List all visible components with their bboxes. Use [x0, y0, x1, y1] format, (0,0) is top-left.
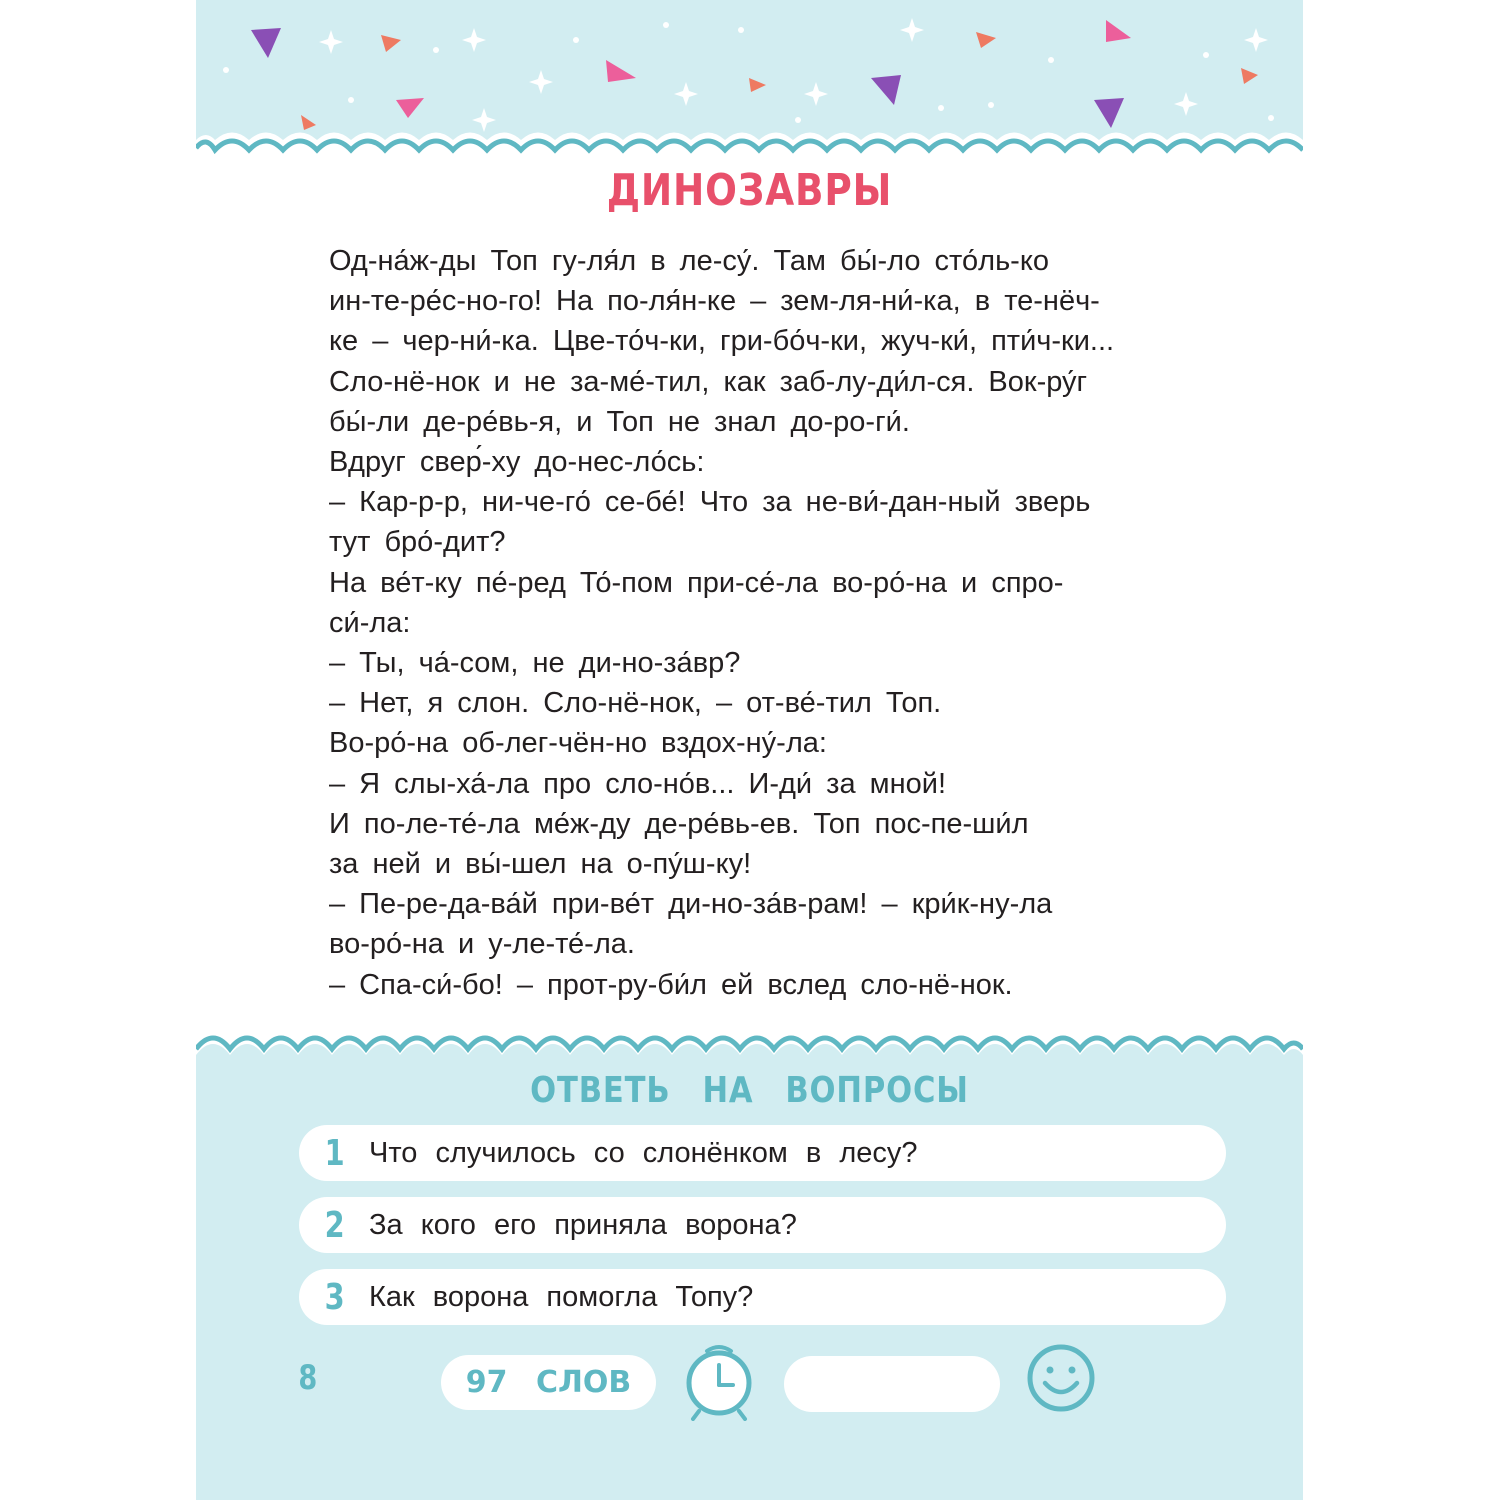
alarm-clock-icon: [683, 1343, 755, 1421]
story-paragraph: [299, 563, 1226, 643]
story-line: ке – чер-ни́-ка. Цве-то́ч-ки, гри-бо́ч-ки, жуч-ки́, пти́ч-ки...: [329, 325, 1115, 358]
story-paragraph: [299, 965, 1226, 1005]
question-2: [299, 1197, 1226, 1253]
story-paragraph: [299, 482, 1226, 562]
page-number: 8: [298, 1358, 318, 1398]
story-text: [299, 241, 1226, 1005]
question-text: За кого его приняла ворона?: [369, 1208, 797, 1241]
story-paragraph: [299, 804, 1226, 884]
story-paragraph: [299, 442, 1226, 482]
story-line: – Ты, ча́-сом, не ди-но-за́вр?: [329, 647, 741, 680]
questions-heading: ОТВЕТЬ НА ВОПРОСЫ: [530, 1070, 969, 1111]
question-number: 1: [324, 1132, 345, 1174]
story-paragraph: [299, 723, 1226, 763]
smiley-face-icon: [1026, 1343, 1096, 1413]
story-line: за ней и вы́-шел на о-пу́ш-ку!: [329, 848, 752, 881]
story-line: ин-те-ре́с-но-го! На по-ля́н-ке – зем-ля-ни́-ка, в те-нёч-: [329, 285, 1100, 318]
story-paragraph: [299, 241, 1226, 442]
story-paragraph: [299, 643, 1226, 683]
story-line: – Пе-ре-да-ва́й при-ве́т ди-но-за́в-рам! – кри́к-ну-ла: [329, 888, 1053, 921]
story-line: И по-ле-те́-ла ме́ж-ду де-ре́вь-ев. Топ пос-пе-ши́л: [329, 807, 1029, 840]
story-line: На ве́т-ку пе́-ред То́-пом при-се́-ла во-ро́-на и спро-: [329, 566, 1064, 599]
story-paragraph: [299, 764, 1226, 804]
question-number: 3: [324, 1276, 345, 1318]
question-text: Как ворона помогла Топу?: [369, 1280, 754, 1313]
page-title: ДИНОЗАВРЫ: [606, 165, 893, 216]
question-number: 2: [324, 1204, 345, 1246]
story-line: Вдруг свер́-ху до-нес-ло́сь:: [329, 446, 705, 479]
story-line: – Спа-си́-бо! – прот-ру-би́л ей вслед сло-нё-нок.: [329, 968, 1013, 1001]
question-1: [299, 1125, 1226, 1181]
story-paragraph: [299, 683, 1226, 723]
book-page: [196, 0, 1303, 1500]
story-line: Сло-нё-нок и не за-ме́-тил, как заб-лу-ди́л-ся. Вок-ру́г: [329, 365, 1088, 398]
story-line: – Кар-р-р, ни-че-го́ се-бе́! Что за не-ви́-дан-ный зверь: [329, 486, 1091, 519]
story-line: – Нет, я слон. Сло-нё-нок, – от-ве́-тил Топ.: [329, 687, 942, 720]
word-count-badge: 97 СЛОВ: [441, 1355, 656, 1410]
reading-time-field[interactable]: [784, 1356, 1000, 1412]
question-3: [299, 1269, 1226, 1325]
question-text: Что случилось со слонёнком в лесу?: [369, 1136, 918, 1169]
story-line: – Я слы-ха́-ла про сло-но́в... И-ди́ за мной!: [329, 767, 947, 800]
story-line: Во-ро́-на об-лег-чён-но вздох-ну́-ла:: [329, 727, 827, 760]
story-line: Од-на́ж-ды Топ гу-ля́л в ле-су́. Там бы́-ло сто́ль-ко: [329, 245, 1049, 277]
story-line: тут бро́-дит?: [329, 526, 506, 559]
story-line: си́-ла:: [329, 606, 411, 639]
story-paragraph: [299, 884, 1226, 964]
story-line: бы́-ли де-ре́вь-я, и Топ не знал до-ро-ги́.: [329, 405, 910, 438]
header-decoration: [196, 0, 1303, 160]
story-line: во-ро́-на и у-ле-те́-ла.: [329, 928, 635, 961]
